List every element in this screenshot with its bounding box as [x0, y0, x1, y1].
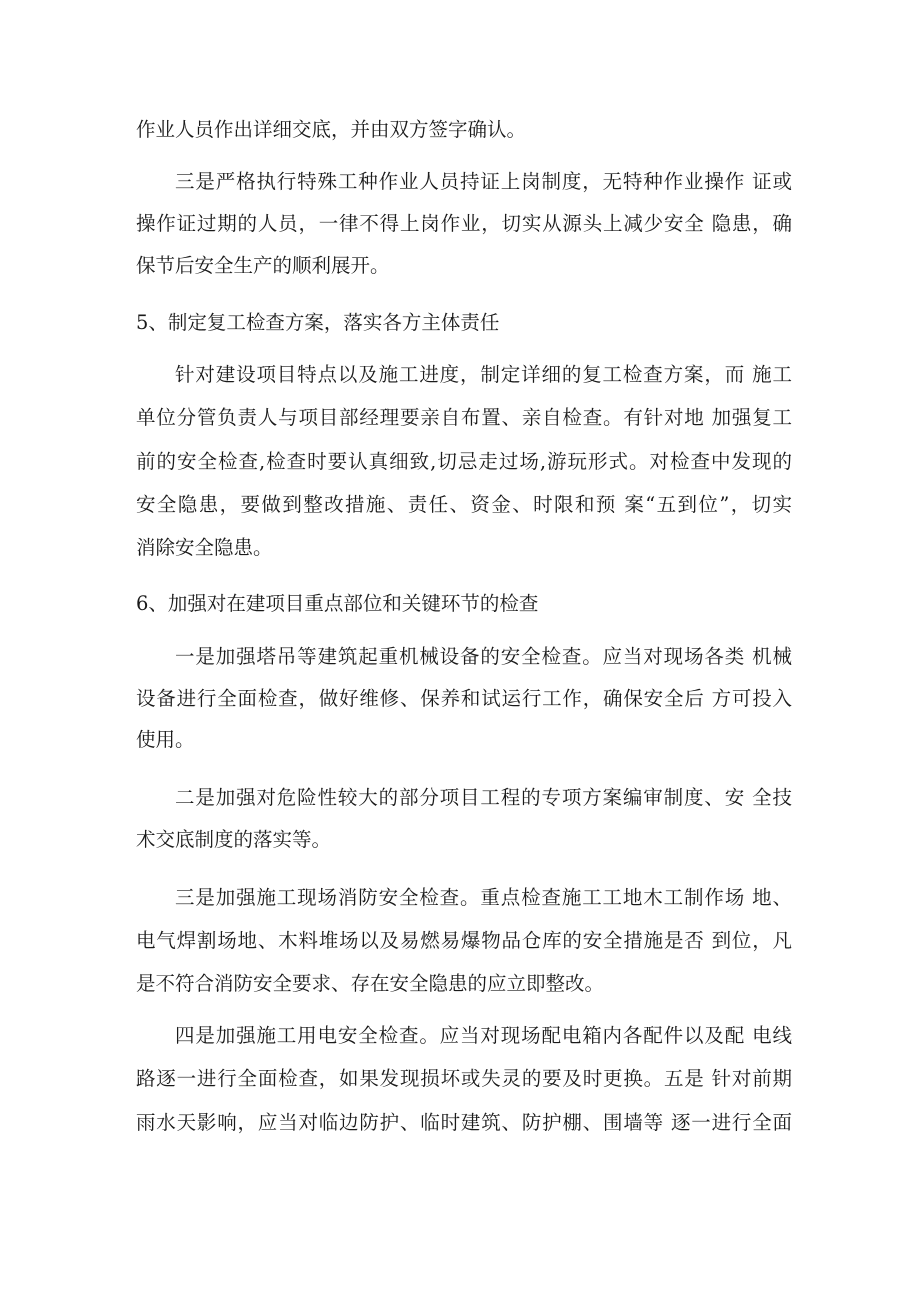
text-line: 设备进行全面检查，做好维修、保养和试运行工作，确保安全后 方可投入: [136, 687, 792, 710]
paragraph-line: 一是加强塔吊等建筑起重机械设备的安全检查。应当对现场各类 机械: [175, 645, 792, 668]
text-line: 消除安全隐患。: [136, 536, 273, 559]
text-line: 使用。: [136, 728, 195, 751]
text-line: 前的安全检查,检查时要认真细致,切忌走过场,游玩形式。对检查中发现的: [136, 450, 792, 473]
text-line: 保节后安全生产的顺利展开。: [136, 254, 390, 277]
section-heading: 6、加强对在建项目重点部位和关键环节的检查: [136, 592, 539, 615]
text-line: 路逐一进行全面检查，如果发现损坏或失灵的要及时更换。五是 针对前期: [136, 1067, 792, 1090]
paragraph-line: 三是严格执行特殊工种作业人员持证上岗制度，无特种作业操作 证或: [175, 170, 792, 193]
text-line: 雨水天影响，应当对临边防护、临时建筑、防护棚、围墙等 逐一进行全面: [136, 1111, 792, 1134]
text-line: 是不符合消防安全要求、存在安全隐患的应立即整改。: [136, 972, 605, 995]
text-line: 作业人员作出详细交底，并由双方签字确认。: [136, 118, 527, 141]
section-heading: 5、制定复工检查方案，落实各方主体责任: [136, 311, 500, 334]
text-line: 术交底制度的落实等。: [136, 828, 332, 851]
paragraph-line: 针对建设项目特点以及施工进度，制定详细的复工检查方案，而 施工: [175, 363, 792, 386]
paragraph-line: 三是加强施工现场消防安全检查。重点检查施工工地木工制作场 地、: [175, 886, 792, 909]
paragraph-line: 四是加强施工用电安全检查。应当对现场配电箱内各配件以及配 电线: [175, 1024, 792, 1047]
text-line: 电气焊割场地、木料堆场以及易燃易爆物品仓库的安全措施是否 到位，凡: [136, 929, 792, 952]
text-line: 操作证过期的人员，一律不得上岗作业，切实从源头上减少安全 隐患，确: [136, 212, 792, 235]
text-line: 安全隐患，要做到整改措施、责任、资金、时限和预 案“五到位”，切实: [136, 493, 792, 516]
text-line: 单位分管负责人与项目部经理要亲自布置、亲自检查。有针对地 加强复工: [136, 406, 792, 429]
paragraph-line: 二是加强对危险性较大的部分项目工程的专项方案编审制度、安 全技: [175, 786, 792, 809]
